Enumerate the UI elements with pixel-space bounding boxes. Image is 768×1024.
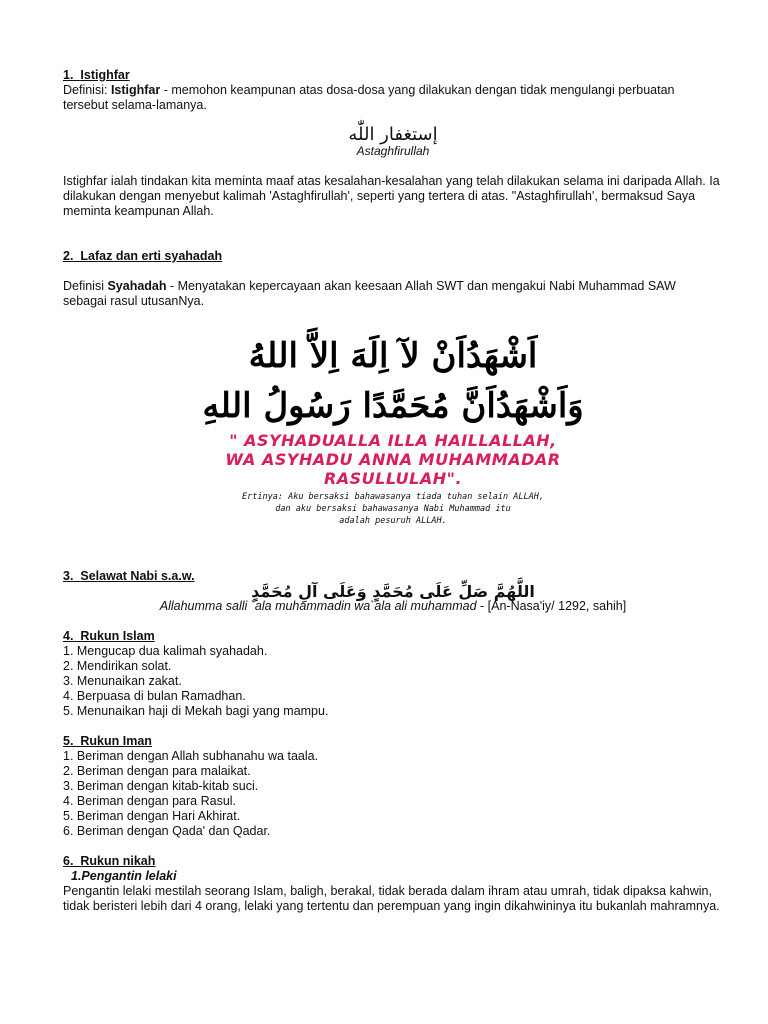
syahadah-arabic-line2: وَاَشْهَدُاَنَّ مُحَمَّدًا رَسُولُ اللهِ <box>202 386 584 426</box>
section-title: Selawat Nabi s.a.w. <box>80 569 195 583</box>
istighfar-transliteration: Astaghfirullah <box>356 144 430 158</box>
section-heading-rukun-iman <box>63 734 723 749</box>
section-title: Rukun Iman <box>80 734 152 748</box>
def-prefix: Definisi: <box>63 83 111 97</box>
list-item: 1. Mengucap dua kalimah syahadah. <box>63 644 268 658</box>
section-heading-rukun-islam <box>63 629 723 644</box>
section-number: 1. <box>63 68 74 82</box>
rukun-nikah-body: Pengantin lelaki mestilah seorang Islam, baligh, berakal, tidak berada dalam ihram atau umrah, tidak dipaksa kahwin, tidak beristeri lebih dari 4 orang, lelaki yang tertentu dan perempuan yang ingin dikahwininya itu bukanlah mahramnya. <box>63 884 720 913</box>
list-item: 3. Menunaikan zakat. <box>63 674 182 688</box>
def-text: - memohon keampunan atas dosa-dosa yang dilakukan dengan tidak mengulangi perbuatan tersebut selama-lamanya. <box>63 83 675 112</box>
list-item: 4. Beriman dengan para Rasul. <box>63 794 237 808</box>
syahadah-translit-line3: RASULLULAH". <box>323 469 463 488</box>
istighfar-body: Istighfar ialah tindakan kita meminta maaf atas kesalahan-kesalahan yang telah dilakukan selama ini daripada Allah. Ia dilakukan dengan menyebut kalimah 'Astaghfirullah', seperti yang tertera di atas. "Astaghfirullah', bermaksud Saya meminta keampunan Allah. <box>63 174 720 218</box>
section-title: Istighfar <box>80 68 130 82</box>
def-prefix: Definisi <box>63 279 108 293</box>
def-term: Istighfar <box>110 83 161 97</box>
section-title: Rukun Islam <box>80 629 155 643</box>
syahadah-definition <box>63 279 723 309</box>
syahadah-translit-line1: " ASYHADUALLA ILLA HAILLALLAH, <box>229 431 557 450</box>
istighfar-arabic: إستغفار اللّٰه <box>348 124 438 145</box>
section-number: 3. <box>63 569 74 583</box>
list-item: 6. Beriman dengan Qada' dan Qadar. <box>63 824 271 838</box>
selawat-transliteration: Allahumma salli `ala muhammadin wa`ala ali muhammad <box>159 599 477 613</box>
syahadah-meaning <box>63 491 723 527</box>
section-title: Rukun nikah <box>80 854 156 868</box>
selawat-arabic: اللَّهُمَّ صَلِّ عَلَى مُحَمَّدٍ وَعَلَى آلِ مُحَمَّدٍ <box>251 582 535 601</box>
def-term: Syahadah <box>107 279 167 293</box>
section-number: 2. <box>63 249 74 263</box>
section-heading-istighfar <box>63 68 723 83</box>
selawat-transliteration-line <box>63 599 723 614</box>
def-text: - Menyatakan kepercayaan akan keesaan Allah SWT dan mengakui Nabi Muhammad SAW sebagai rasul utusanNya. <box>63 279 676 308</box>
syahadah-translit-line2: WA ASYHADU ANNA MUHAMMADAR <box>225 450 561 469</box>
section-number: 6. <box>63 854 74 868</box>
section-heading-rukun-nikah <box>63 854 723 869</box>
list-item: 2. Beriman dengan para malaikat. <box>63 764 251 778</box>
section-number: 4. <box>63 629 74 643</box>
section-heading-syahadah <box>63 249 723 264</box>
section-number: 5. <box>63 734 74 748</box>
meaning-line1: Ertinya: Aku bersaksi bahawasanya tiada tuhan selain ALLAH, <box>242 492 544 502</box>
meaning-line3: adalah pesuruh ALLAH. <box>339 516 447 526</box>
syahadah-arabic-line1: اَشْهَدُاَنْ لآ اِلَهَ اِلاَّ اللهُ <box>248 336 538 376</box>
list-item: 3. Beriman dengan kitab-kitab suci. <box>63 779 259 793</box>
list-item: 2. Mendirikan solat. <box>63 659 172 673</box>
selawat-source: - [An-Nasa'iy/ 1292, sahih] <box>476 599 627 613</box>
list-item: 4. Berpuasa di bulan Ramadhan. <box>63 689 246 703</box>
document-page <box>63 68 723 914</box>
syahadah-image <box>63 331 723 531</box>
meaning-line2: dan aku bersaksi bahawasanya Nabi Muhammad itu <box>275 504 511 514</box>
list-item: 5. Menunaikan haji di Mekah bagi yang mampu. <box>63 704 329 718</box>
rukun-iman-list <box>63 749 723 839</box>
istighfar-definition <box>63 83 723 113</box>
list-item: 1. Beriman dengan Allah subhanahu wa taala. <box>63 749 319 763</box>
rukun-nikah-subheading: 1.Pengantin lelaki <box>71 869 177 883</box>
section-title: Lafaz dan erti syahadah <box>80 249 223 263</box>
rukun-islam-list <box>63 644 723 719</box>
list-item: 5. Beriman dengan Hari Akhirat. <box>63 809 241 823</box>
